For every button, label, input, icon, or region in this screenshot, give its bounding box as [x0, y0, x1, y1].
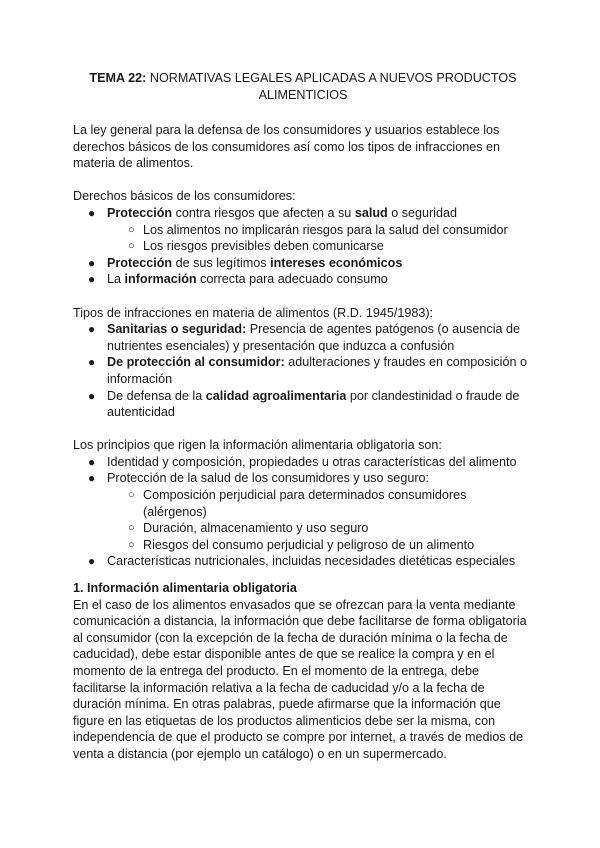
- bold-text: Sanitarias o seguridad:: [107, 322, 247, 337]
- bullet-icon: ●: [88, 355, 96, 370]
- list-item: [73, 470, 533, 553]
- page-title: [73, 70, 533, 104]
- title-prefix: TEMA 22:: [89, 71, 147, 85]
- sub-list-item: ○ Duración, almacenamiento y uso seguro: [128, 521, 369, 536]
- bullet-icon: ●: [88, 554, 96, 569]
- bullet-icon: ●: [88, 322, 96, 337]
- list-item: [73, 255, 533, 272]
- infracciones-heading: Tipos de infracciones en materia de alimentos (R.D. 1945/1983):: [73, 305, 434, 320]
- bold-text: calidad agroalimentaria: [205, 388, 347, 403]
- item-text: Presencia de agentes patógenos (o ausencia de nutrientes esenciales) y presentación que induzca a confusión: [107, 322, 521, 353]
- principios-heading: Los principios que rigen la información alimentaria obligatoria son:: [73, 438, 442, 453]
- derechos-list: [73, 205, 533, 288]
- bold-text: salud: [354, 205, 388, 220]
- principios-list: [73, 454, 533, 570]
- bold-text: intereses económicos: [270, 255, 403, 270]
- bold-text: Protección: [107, 205, 173, 220]
- bullet-icon: ●: [88, 255, 96, 270]
- list-item: [73, 271, 533, 288]
- list-item: [73, 388, 533, 421]
- sub-list: [73, 487, 533, 553]
- item-text: La: [107, 272, 125, 287]
- intro-paragraph: La ley general para la defensa de los consumidores y usuarios establece los derechos básicos de los consumidores así como los tipos de infracciones en materia de alimentos.: [73, 123, 501, 171]
- list-item: [73, 321, 533, 354]
- circle-bullet-icon: ○: [128, 223, 135, 236]
- circle-bullet-icon: ○: [128, 489, 135, 502]
- derechos-heading: Derechos básicos de los consumidores:: [73, 189, 296, 204]
- title-line2: ALIMENTICIOS: [258, 88, 348, 102]
- item-text: adulteraciones y fraudes en composición o información: [107, 355, 527, 386]
- bold-text: Protección: [107, 255, 173, 270]
- sub-list: [73, 222, 533, 255]
- item-text: De defensa de la: [107, 388, 206, 403]
- bold-text: información: [124, 272, 197, 287]
- bullet-icon: ●: [88, 388, 96, 403]
- title-line1: NORMATIVAS LEGALES APLICADAS A NUEVOS PRODUCTOS: [146, 71, 517, 85]
- circle-bullet-icon: ○: [128, 240, 135, 253]
- item-text: de sus legítimos: [172, 255, 271, 270]
- list-item: [73, 553, 533, 570]
- section-heading: 1. Información alimentaria obligatoria: [73, 581, 297, 596]
- sub-list-item: ○ Los riesgos previsibles deben comunicarse: [128, 239, 384, 254]
- item-text: correcta para adecuado consumo: [196, 272, 388, 287]
- document-page: [73, 70, 533, 763]
- circle-bullet-icon: ○: [128, 522, 135, 535]
- item-text: por clandestinidad o fraude de autenticidad: [107, 388, 520, 420]
- bullet-icon: ●: [88, 205, 96, 220]
- section-body: En el caso de los alimentos envasados que se ofrezcan para la venta mediante comunicación a distancia, la información que debe facilitarse de forma obligatoria al consumidor (con la excepción de la fecha de duración mínima o la fecha de caducidad), debe estar disponible antes de que se realice la compra y en el momento de la entrega del producto. En el momento de la entrega, debe facilitarse la información relativa a la fecha de caducidad y/o a la fecha de duración mínima. En otras palabras, puede afirmarse que la información que figure en las etiquetas de los productos alimenticios debe ser la misma, con independencia de que el producto se compre por internet, a través de medios de venta a distancia (por ejemplo un catálogo) o en un supermercado.: [73, 597, 527, 761]
- infracciones-list: [73, 321, 533, 421]
- sub-list-item: ○ Los alimentos no implicarán riesgos para la salud del consumidor: [128, 222, 508, 237]
- list-item: [73, 454, 533, 471]
- circle-bullet-icon: ○: [128, 538, 135, 551]
- bullet-icon: ●: [88, 454, 96, 469]
- item-text: Protección de la salud de los consumidores y uso seguro:: [107, 471, 430, 486]
- list-item: [73, 205, 533, 255]
- bullet-icon: ●: [88, 272, 96, 287]
- sub-list-item: ○ Riesgos del consumo perjudicial y peligroso de un alimento: [128, 537, 475, 552]
- item-text: Identidad y composición, propiedades u otras características del alimento: [107, 454, 517, 469]
- item-text: o seguridad: [387, 205, 458, 220]
- bullet-icon: ●: [88, 471, 96, 486]
- item-text: contra riesgos que afecten a su: [172, 205, 355, 220]
- list-item: [73, 354, 533, 387]
- item-text: Características nutricionales, incluidas necesidades dietéticas especiales: [107, 554, 516, 569]
- sub-list-item: ○ Composición perjudicial para determinados consumidores (alérgenos): [128, 488, 467, 519]
- bold-text: De protección al consumidor:: [107, 355, 285, 370]
